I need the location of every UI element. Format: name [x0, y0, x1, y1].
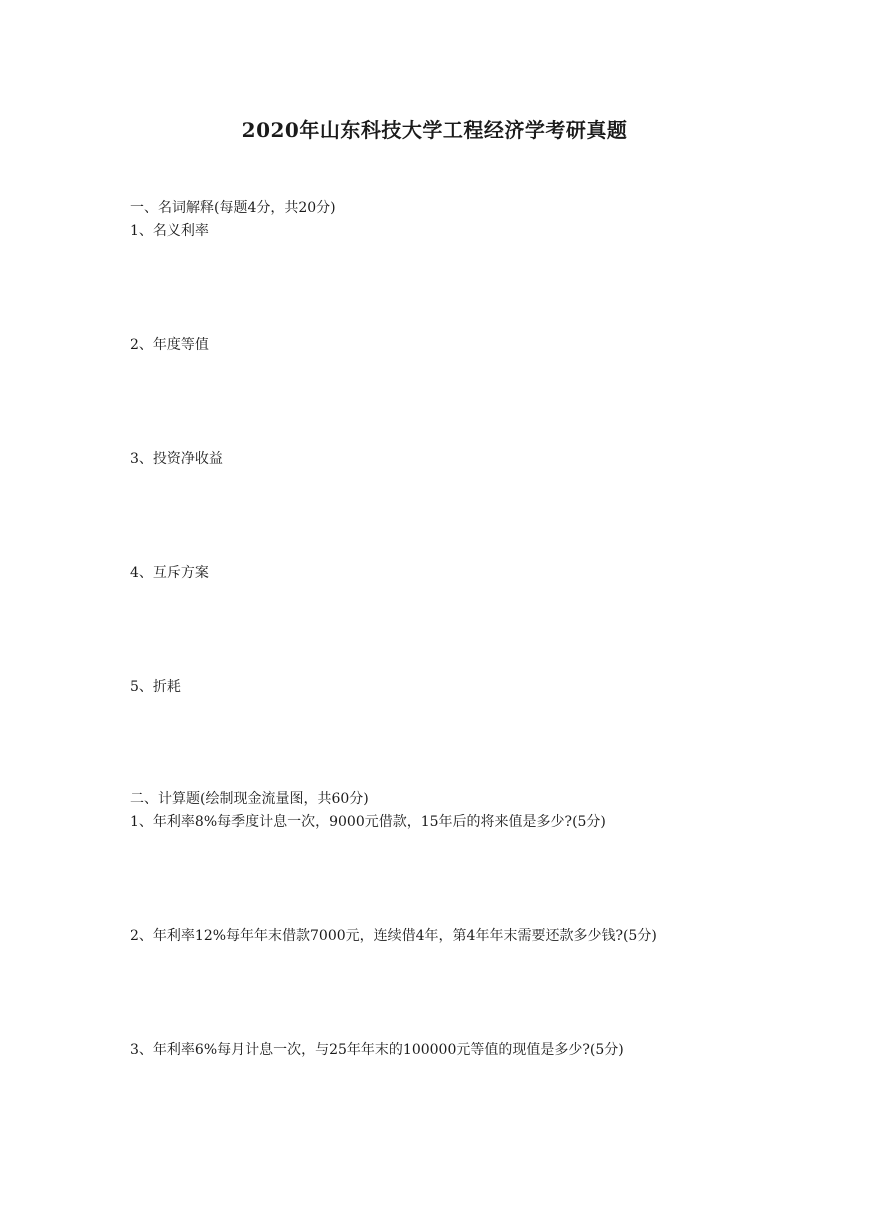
question-item: 3、投资净收益	[130, 451, 223, 467]
question-item: 3、年利率6%每月计息一次，与25年年末的100000元等值的现值是多少?(5分)	[130, 1042, 624, 1058]
section-heading-definitions: 一、名词解释(每题4分，共20分)	[130, 200, 336, 216]
question-item: 2、年利率12%每年年末借款7000元，连续借4年，第4年年末需要还款多少钱?(5分)	[130, 928, 657, 944]
page-title: 2020年山东科技大学工程经济学考研真题	[241, 118, 628, 142]
question-item: 5、折耗	[130, 679, 181, 695]
question-item: 4、互斥方案	[130, 565, 209, 581]
question-item: 1、年利率8%每季度计息一次，9000元借款，15年后的将来值是多少?(5分)	[130, 814, 606, 830]
question-item: 1、名义利率	[130, 223, 209, 239]
section-heading-calculations: 二、计算题(绘制现金流量图，共60分)	[130, 791, 369, 807]
question-item: 2、年度等值	[130, 337, 209, 353]
